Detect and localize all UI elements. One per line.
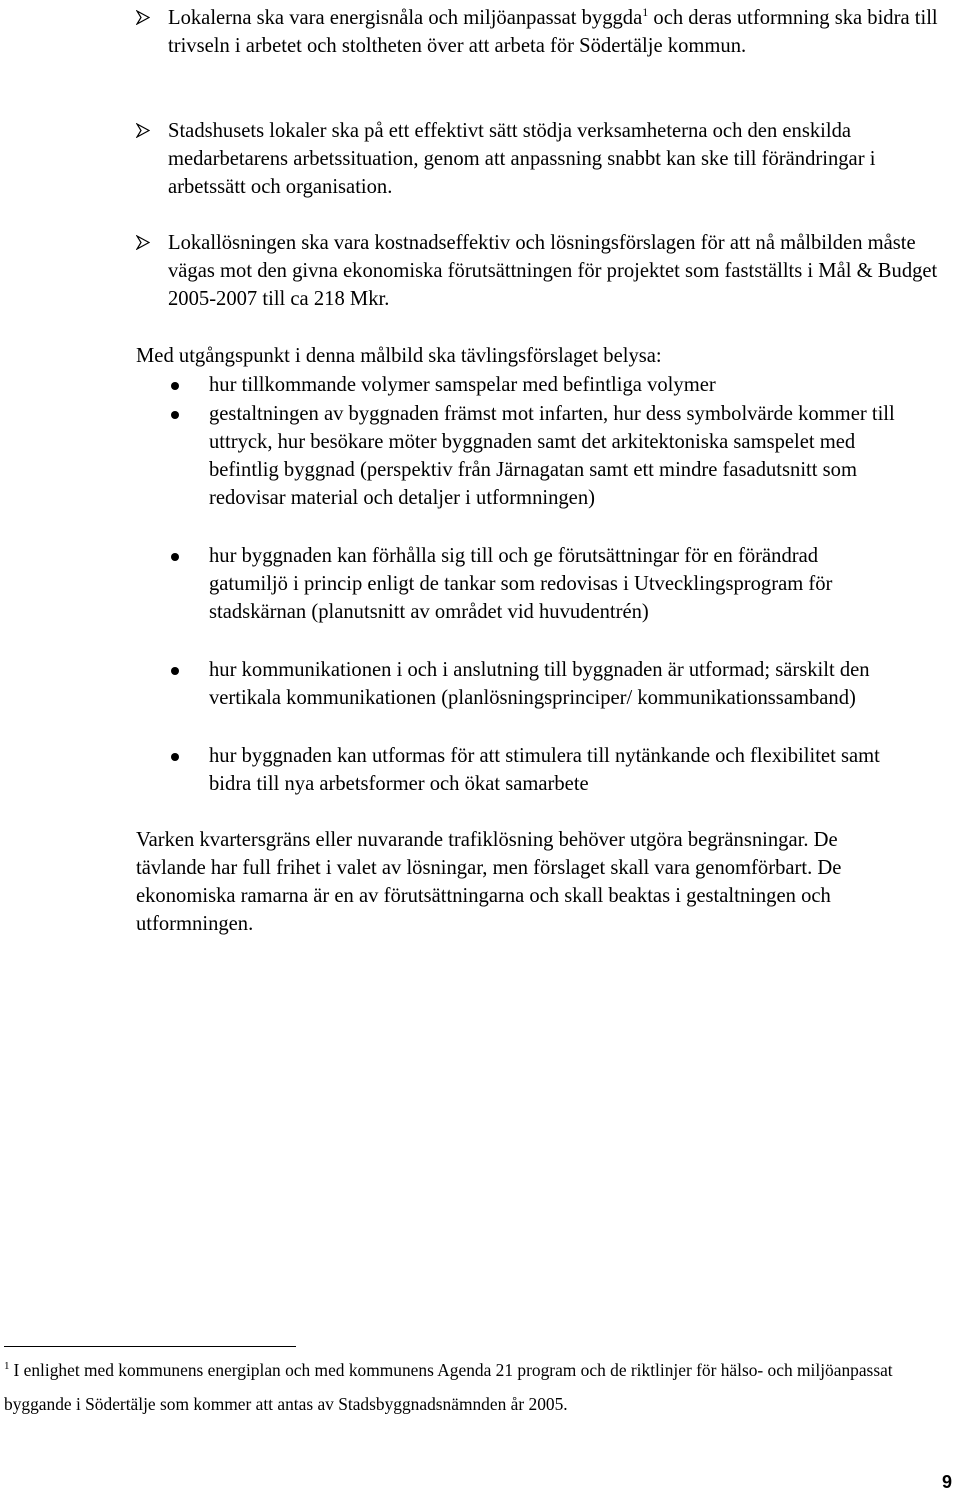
arrowhead-bullet-icon (136, 235, 150, 250)
requirement-text: Lokalerna ska vara energisnåla och miljöanpassat byggda$^1$ och deras utformning ska bidra till trivseln i arbetet och stoltheten över att arbeta för Södertälje kommun. (168, 5, 938, 57)
footnote-mark: 1 (4, 1360, 10, 1373)
arrowhead-bullet-icon (136, 123, 150, 138)
aspect-text: hur byggnaden kan utformas för att stimulera till nytänkande och flexibilitet samt bidra till nya arbetsformer och ökat samarbete (209, 745, 880, 795)
filled-circle-bullet-icon (171, 553, 179, 561)
footnote-reference[interactable]: 1 (642, 5, 649, 20)
requirement-text: Lokallösningen ska vara kostnadseffektiv och lösningsförslagen för att nå målbilden måste vägas mot den givna ekonomiska förutsättningen för projektet som fastställts i Mål & Budget 2005-2007 till ca 218 Mkr. (168, 232, 938, 310)
page-number: 9 (942, 1472, 953, 1492)
aspect-text: hur tillkommande volymer samspelar med befintliga volymer (209, 374, 716, 396)
filled-circle-bullet-icon (171, 753, 179, 761)
filled-circle-bullet-icon (171, 411, 179, 419)
aspect-text: hur kommunikationen i och i anslutning till byggnaden är utformad; särskilt den vertikala kommunikationen (planlösningsprinciper/ kommunikationssamband) (209, 659, 870, 709)
requirement-text: Stadshusets lokaler ska på ett effektivt sätt stödja verksamheterna och den enskilda medarbetarens arbetssituation, genom att anpassning snabbt kan ske till förändringar i arbetssätt och organisation. (168, 120, 876, 198)
aspect-text: hur byggnaden kan förhålla sig till och ge förutsättningar för en förändrad gatumiljö i princip enligt de tankar som redovisas i Utvecklingsprogram för stadskärnan (planutsnitt av området vid huvudentrén) (209, 545, 833, 623)
footnote-divider (4, 1346, 296, 1347)
filled-circle-bullet-icon (171, 667, 179, 675)
intro-paragraph: Med utgångspunkt i denna målbild ska tävlingsförslaget belysa: (136, 345, 662, 367)
aspect-text: gestaltningen av byggnaden främst mot infarten, hur dess symbolvärde kommer till uttryck, hur besökare möter byggnaden samt det arkitektoniska samspelet med befintlig byggnad (perspektiv från Järnagatan samt ett mindre fasadutsnitt som redovisar material och detaljer i utformningen) (209, 403, 895, 509)
filled-circle-bullet-icon (171, 382, 179, 390)
arrowhead-bullet-icon (136, 10, 150, 25)
closing-paragraph: Varken kvartersgräns eller nuvarande trafiklösning behöver utgöra begränsningar. De tävlande har full frihet i valet av lösningar, men förslaget skall vara genomförbart. De ekonomiska ramarna är en av förutsättningarna och skall beaktas i gestaltningen och utformningen. (136, 829, 842, 935)
footnote-text: I enlighet med kommunens energiplan och med kommunens Agenda 21 program och de riktlinjer för hälso- och miljöanpassat byggande i Södertälje som kommer att antas av Stadsbyggnadsnämnden år 2005. (4, 1360, 893, 1414)
footnote (4, 1353, 954, 1421)
